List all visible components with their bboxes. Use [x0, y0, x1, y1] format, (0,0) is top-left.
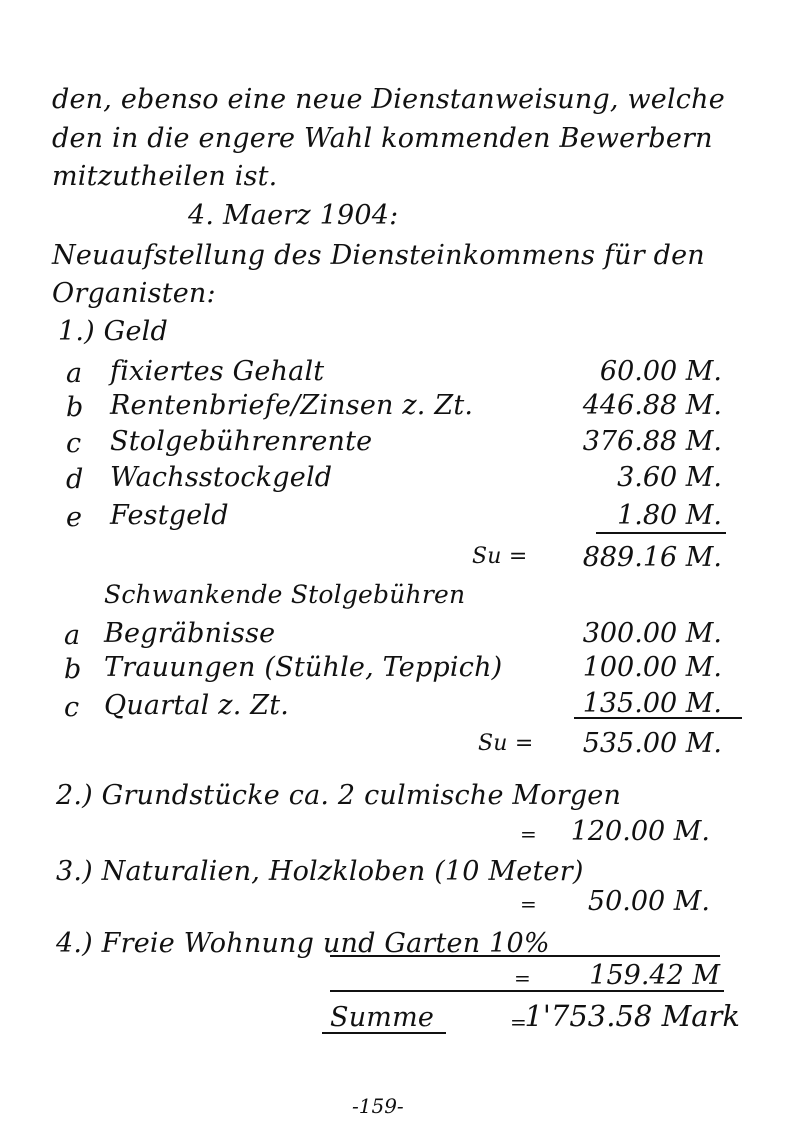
item-letter: e [66, 502, 83, 533]
item-letter: a [66, 358, 83, 389]
item-amount: 135.00 M. [582, 688, 722, 719]
subtotal-amount: 889.16 M. [582, 542, 722, 573]
item-amount: 376.88 M. [582, 426, 722, 457]
item-label: Quartal z. Zt. [104, 690, 290, 721]
section4-rule [330, 955, 720, 957]
subtotal-amount: 535.00 M. [582, 728, 722, 759]
section2-equals: = [520, 822, 537, 846]
section4-title: 4.) Freie Wohnung und Garten 10% [56, 928, 550, 959]
item-amount: 60.00 M. [599, 356, 722, 387]
item-letter: b [66, 392, 84, 423]
item-letter: b [64, 654, 82, 685]
item-letter: a [64, 620, 81, 651]
subtotal-label: Su = [472, 544, 528, 569]
item-letter: c [66, 428, 82, 459]
heading-line-2: Organisten: [52, 278, 216, 309]
item-label: Wachsstockgeld [110, 462, 333, 493]
item-label: Trauungen (Stühle, Teppich) [104, 652, 503, 683]
item-label: fixiertes Gehalt [110, 356, 325, 387]
total-amount: 1'753.58 Mark [524, 999, 740, 1033]
item-amount: 446.88 M. [582, 390, 722, 421]
total-label: Summe [330, 1002, 435, 1033]
variable-fees-title: Schwankende Stolgebühren [104, 580, 466, 609]
section4-equals: = [514, 966, 531, 990]
intro-line-2: den in die engere Wahl kommenden Bewerbern [52, 123, 713, 154]
item-letter: d [66, 464, 84, 495]
section2-title: 2.) Grundstücke ca. 2 culmische Morgen [56, 780, 622, 811]
section1-title: 1.) Geld [58, 316, 168, 347]
date-heading: 4. Maerz 1904: [188, 200, 399, 231]
section4-amount: 159.42 M [589, 960, 720, 991]
subtotal-label: Su = [478, 731, 534, 756]
total-equals: = [510, 1010, 527, 1034]
intro-line-1: den, ebenso eine neue Dienstanweisung, welche [52, 84, 725, 115]
item-amount: 300.00 M. [582, 618, 722, 649]
item-letter: c [64, 692, 80, 723]
item-label: Festgeld [110, 500, 229, 531]
subtotal-rule [574, 717, 742, 719]
item-label: Stolgebührenrente [110, 426, 373, 457]
heading-line-1: Neuaufstellung des Diensteinkommens für den [52, 240, 705, 271]
subtotal-rule [596, 532, 726, 534]
total-label-underline [322, 1032, 446, 1034]
section3-equals: = [520, 892, 537, 916]
item-label: Rentenbriefe/Zinsen z. Zt. [110, 390, 474, 421]
section3-title: 3.) Naturalien, Holzkloben (10 Meter) [56, 856, 584, 887]
page-number: -159- [352, 1094, 404, 1118]
item-label: Begräbnisse [104, 618, 276, 649]
total-rule [330, 990, 724, 992]
item-amount: 100.00 M. [582, 652, 722, 683]
intro-line-3: mitzutheilen ist. [52, 161, 278, 192]
item-amount: 1.80 M. [617, 500, 722, 531]
section3-amount: 50.00 M. [587, 886, 710, 917]
section2-amount: 120.00 M. [570, 816, 710, 847]
item-amount: 3.60 M. [617, 462, 722, 493]
